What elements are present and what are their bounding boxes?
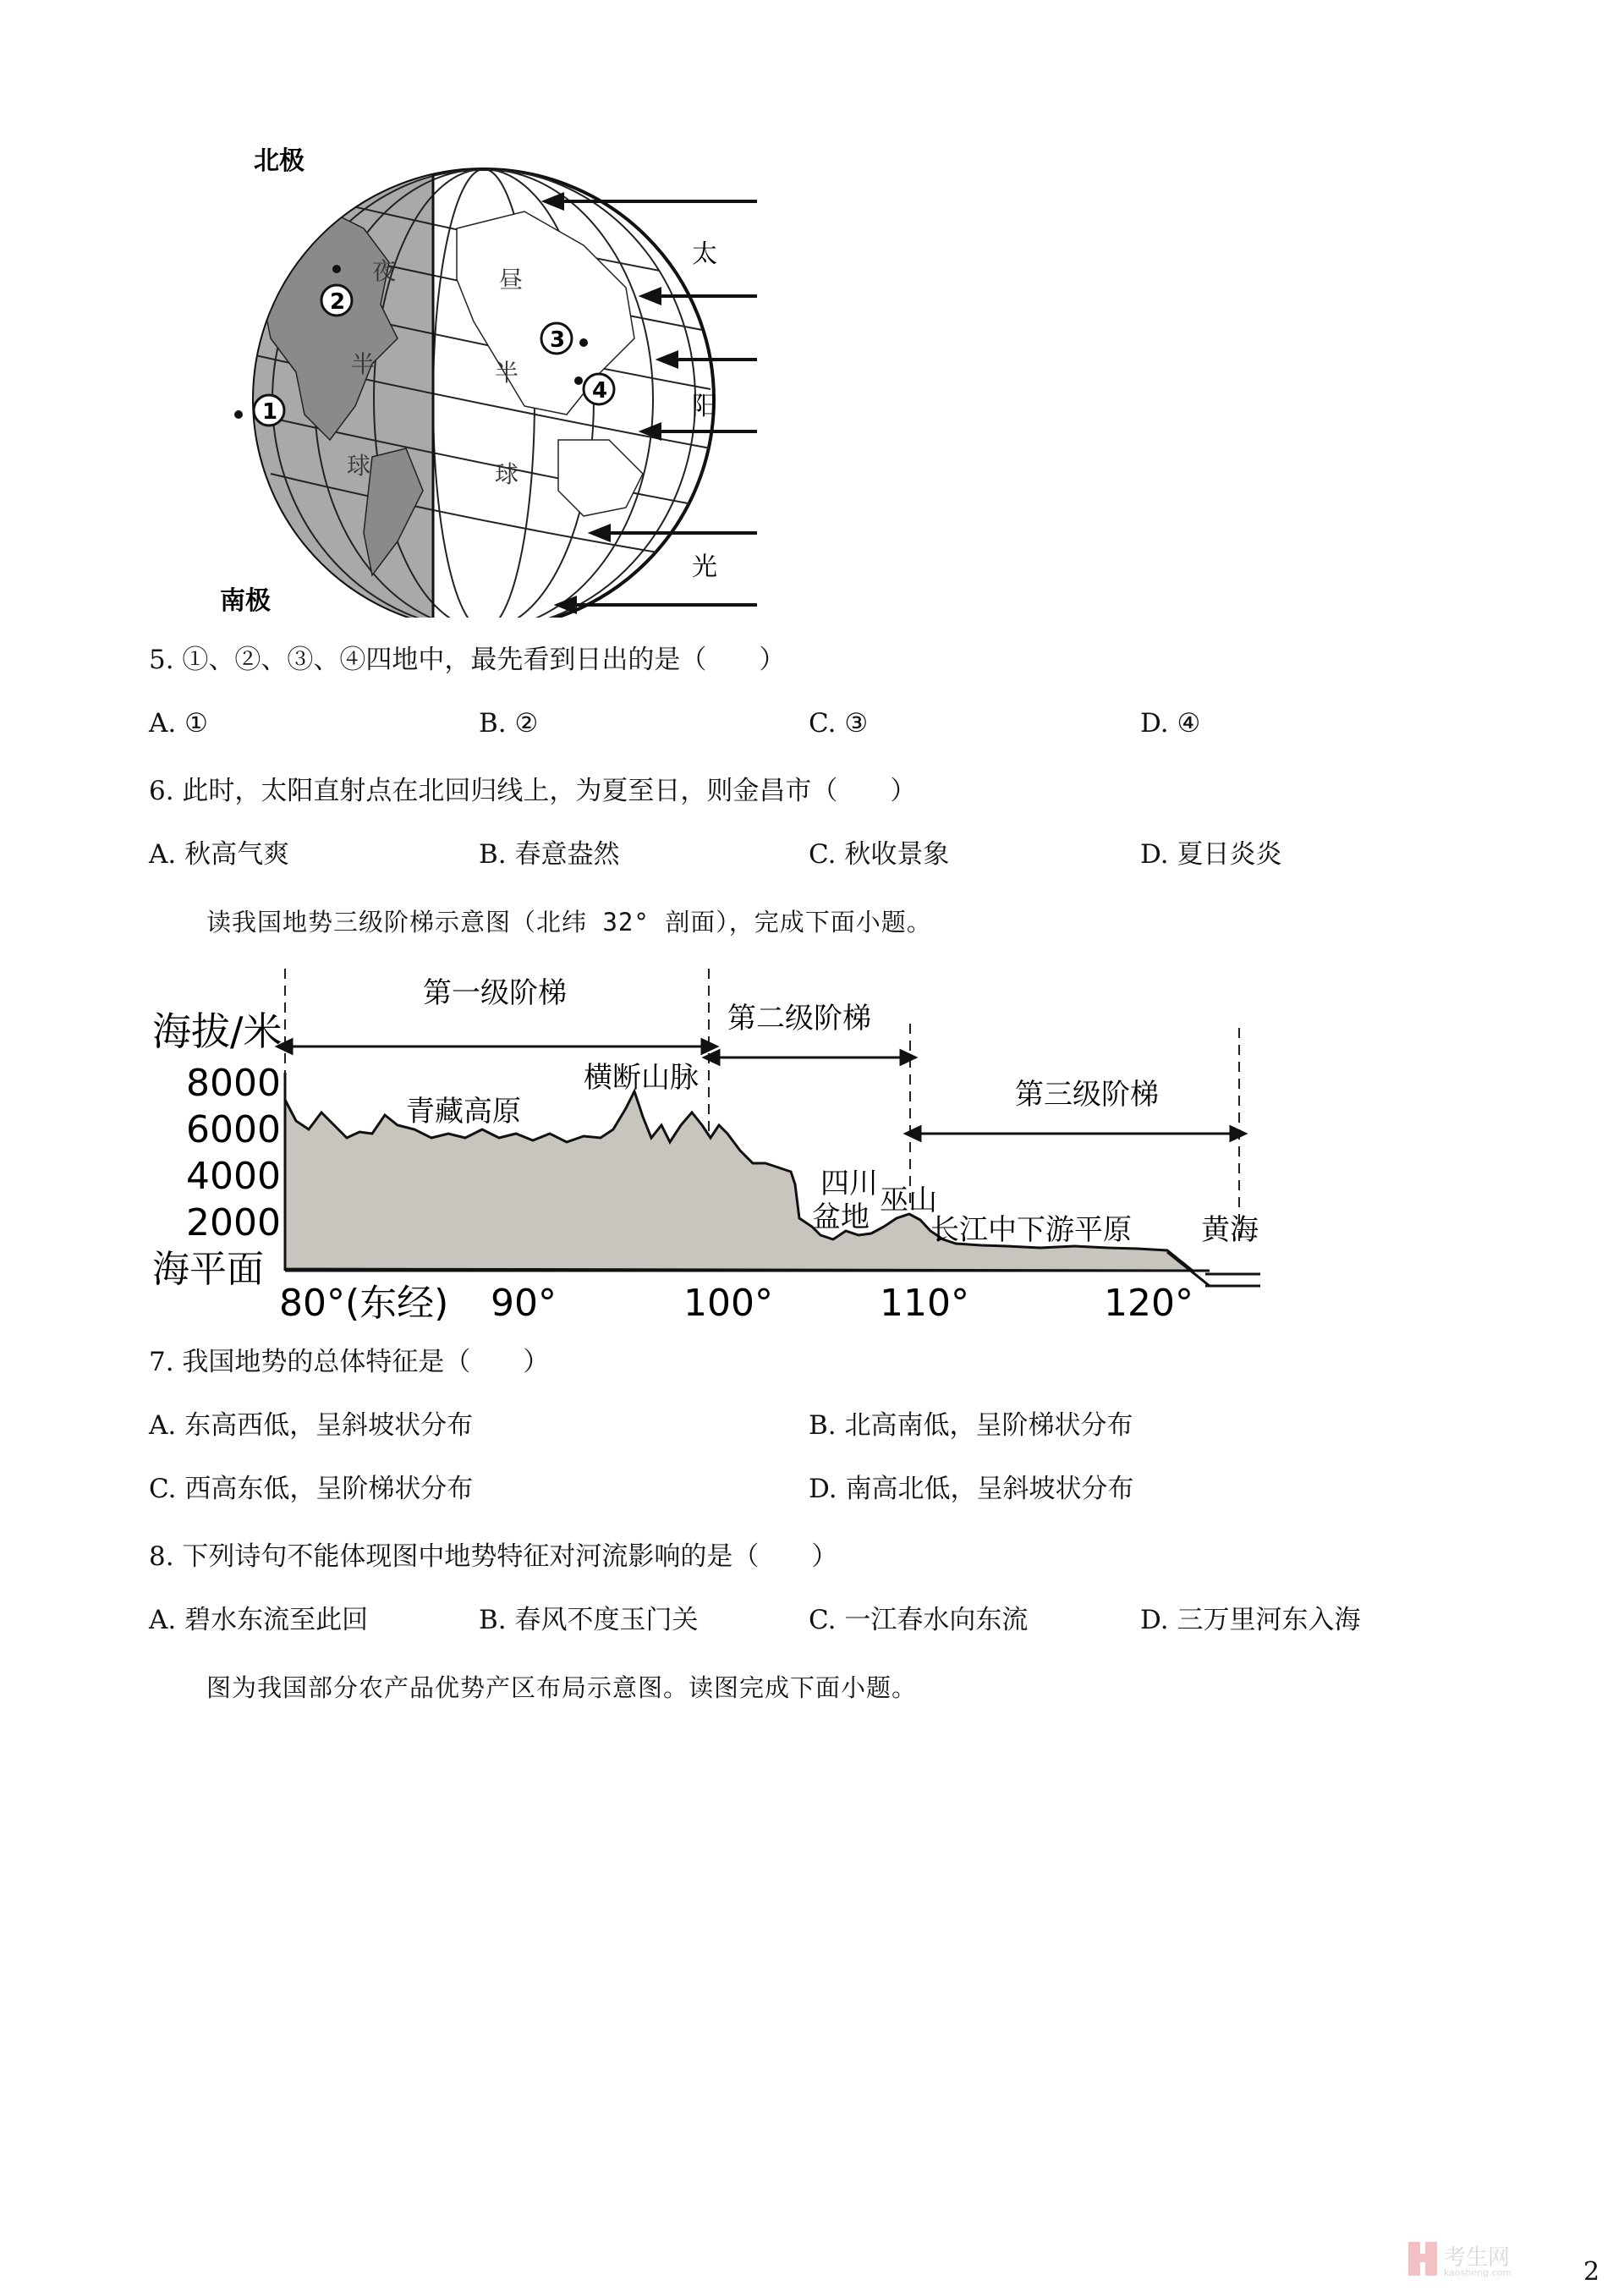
marker-1 — [234, 395, 284, 426]
q5-option-c[interactable]: C. ③ — [809, 708, 869, 739]
place-yellow-sea: 黄海 — [1201, 1213, 1259, 1247]
terrain-profile-figure — [144, 964, 1277, 1328]
q6-option-a[interactable]: A. 秋高气爽 — [149, 839, 290, 870]
day-char-3: 球 — [495, 460, 519, 488]
step-label-2: 第二级阶梯 — [727, 1002, 871, 1035]
watermark-text: 考生网 — [1444, 2245, 1511, 2271]
svg-text:4: 4 — [592, 378, 608, 404]
q7-stem: 7. 我国地势的总体特征是（ ） — [149, 1347, 550, 1377]
night-char-3: 球 — [347, 452, 371, 480]
q7-option-c[interactable]: C. 西高东低，呈阶梯状分布 — [149, 1474, 474, 1504]
place-qinghai-tibet-plateau: 青藏高原 — [406, 1095, 521, 1129]
q6-stem: 6. 此时，太阳直射点在北回归线上，为夏至日，则金昌市（ ） — [149, 776, 917, 806]
night-char-2: 半 — [351, 350, 376, 378]
x-tick-80: 80°(东经) — [279, 1282, 449, 1325]
q8-option-d[interactable]: D. 三万里河东入海 — [1140, 1605, 1361, 1635]
y-axis-title: 海拔/米 — [152, 1008, 283, 1054]
globe-figure — [203, 135, 778, 618]
north-pole-label: 北极 — [254, 146, 304, 176]
step-label-1: 第一级阶梯 — [423, 976, 567, 1010]
watermark-url: kaosheng.com — [1444, 2267, 1512, 2278]
q8-stem: 8. 下列诗句不能体现图中地势特征对河流影响的是（ ） — [149, 1541, 838, 1572]
watermark-logo-icon — [1408, 2242, 1437, 2276]
svg-text:3: 3 — [550, 327, 566, 353]
place-sichuan-line2: 盆地 — [812, 1200, 870, 1234]
q7-option-d[interactable]: D. 南高北低，呈斜坡状分布 — [809, 1474, 1134, 1504]
place-yangtze-plain: 长江中下游平原 — [930, 1213, 1132, 1247]
q5-stem: 5. ①、②、③、④四地中，最先看到日出的是（ ） — [149, 645, 786, 675]
south-pole-label: 南极 — [220, 586, 271, 616]
y-tick-8000: 8000 — [186, 1062, 281, 1105]
q6-option-d[interactable]: D. 夏日炎炎 — [1140, 839, 1282, 870]
sun-char-2: 阳 — [692, 392, 717, 421]
q5-option-b[interactable]: B. ② — [479, 708, 539, 739]
q5-option-d[interactable]: D. ④ — [1140, 708, 1201, 739]
intro-profile: 读我国地势三级阶梯示意图（北纬 32° 剖面），完成下面小题。 — [206, 908, 932, 937]
y-tick-sea-level: 海平面 — [152, 1248, 264, 1291]
globe-body — [203, 135, 714, 618]
y-tick-6000: 6000 — [186, 1108, 281, 1151]
svg-text:1: 1 — [262, 399, 278, 425]
sun-char-1: 太 — [692, 239, 717, 269]
q8-option-a[interactable]: A. 碧水东流至此回 — [149, 1605, 369, 1635]
y-tick-4000: 4000 — [186, 1155, 281, 1198]
svg-text:2: 2 — [330, 289, 346, 315]
sun-char-3: 光 — [692, 552, 717, 582]
q6-option-b[interactable]: B. 春意盎然 — [479, 839, 620, 870]
place-sichuan-line1: 四川 — [820, 1167, 878, 1200]
x-tick-120: 120° — [1104, 1282, 1193, 1325]
place-wushan: 巫山 — [880, 1184, 937, 1217]
page-number: 2 — [1583, 2257, 1600, 2287]
q6-option-c[interactable]: C. 秋收景象 — [809, 839, 950, 870]
x-tick-100: 100° — [683, 1282, 773, 1325]
watermark — [1408, 2240, 1594, 2282]
q8-option-c[interactable]: C. 一江春水向东流 — [809, 1605, 1029, 1635]
q7-option-b[interactable]: B. 北高南低，呈阶梯状分布 — [809, 1410, 1133, 1441]
y-tick-2000: 2000 — [186, 1201, 281, 1244]
night-char-1: 夜 — [372, 257, 397, 285]
day-char-2: 半 — [495, 359, 519, 387]
place-hengduan-mountains: 横断山脉 — [584, 1061, 699, 1095]
x-tick-110: 110° — [880, 1282, 969, 1325]
q5-option-a[interactable]: A. ① — [149, 708, 208, 739]
q8-option-b[interactable]: B. 春风不度玉门关 — [479, 1605, 699, 1635]
x-tick-90: 90° — [491, 1282, 557, 1325]
intro-agriculture: 图为我国部分农产品优势产区布局示意图。读图完成下面小题。 — [206, 1673, 918, 1702]
day-char-1: 昼 — [499, 266, 524, 294]
q7-option-a[interactable]: A. 东高西低，呈斜坡状分布 — [149, 1410, 474, 1441]
step-label-3: 第三级阶梯 — [1015, 1078, 1159, 1112]
